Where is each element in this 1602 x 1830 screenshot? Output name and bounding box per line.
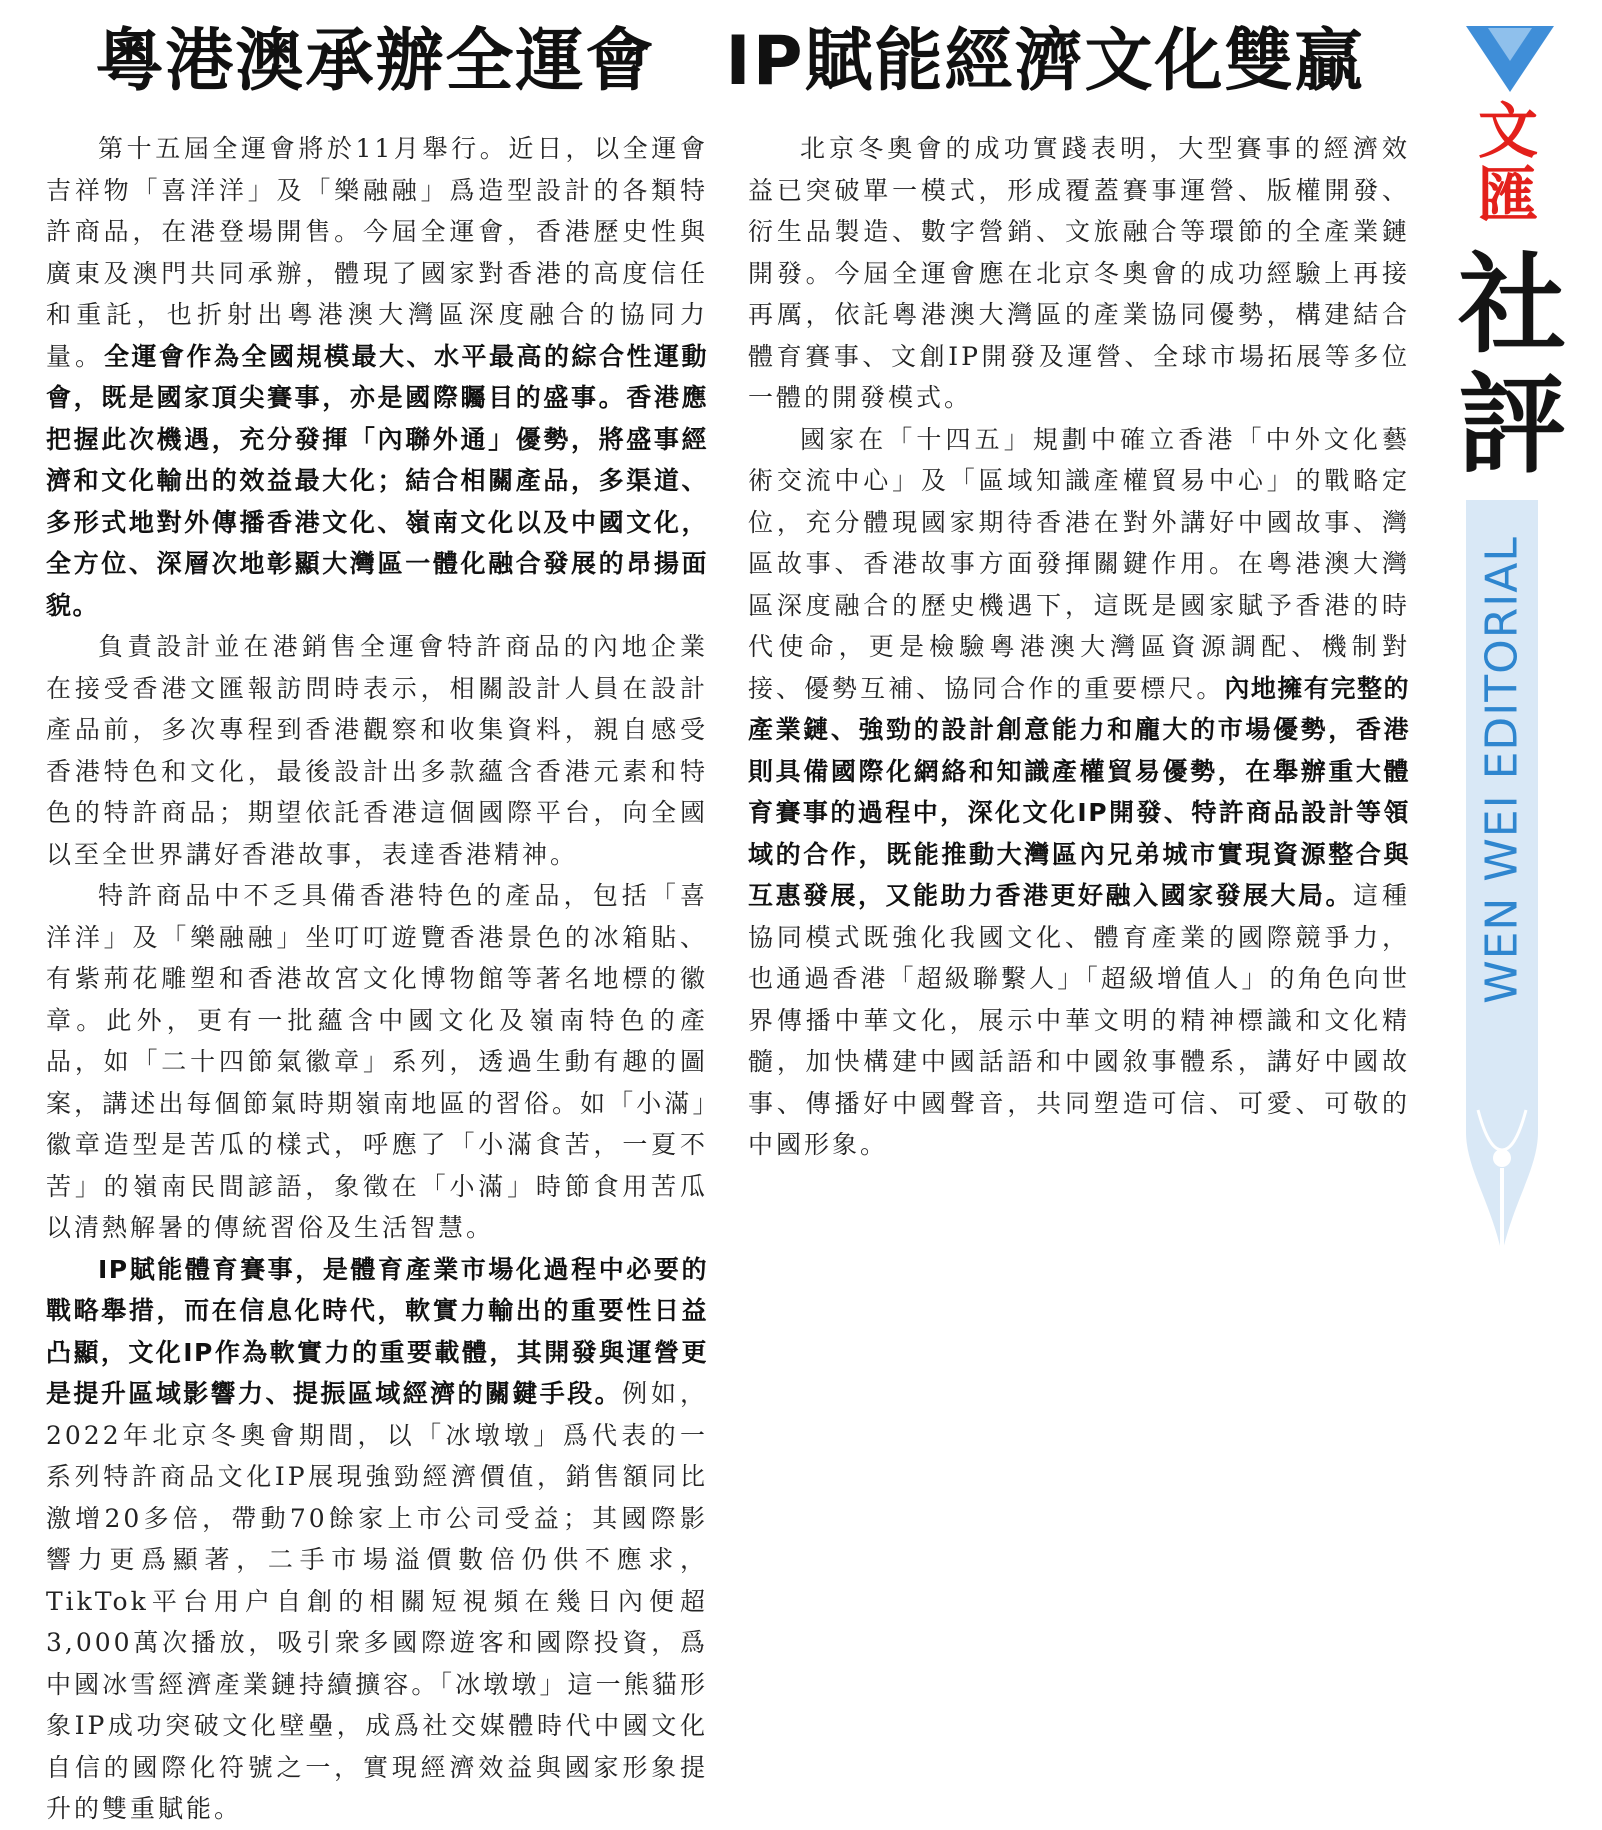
section-title-char-1: 社 — [1458, 242, 1567, 368]
paragraph-6 — [748, 419, 1410, 1166]
paragraph-4-bold-text: IP賦能體育賽事，是體育產業市場化過程中必要的戰略舉措，而在信息化時代，軟實力輸出的重要性日益凸顯，文化IP作為軟實力的重要載體，其開發與運營更是提升區域影響力、提振區域經濟的關鍵手段。 — [46, 1254, 708, 1408]
paragraph-1 — [46, 128, 708, 626]
paragraph-1-text: 第十五屆全運會將於11月舉行。近日，以全運會吉祥物「喜洋洋」及「樂融融」爲造型設計的各類特許商品，在港登場開售。今屆全運會，香港歷史性與廣東及澳門共同承辦，體現了國家對香港的高度信任和重託，也折射出粵港澳大灣區深度融合的協同力量。 — [46, 134, 708, 371]
paragraph-4 — [46, 1249, 708, 1830]
paragraph-1-bold-text: 全運會作為全國規模最大、水平最高的綜合性運動會，既是國家頂尖賽事，亦是國際矚目的盛事。香港應把握此次機遇，充分發揮「內聯外通」優勢，將盛事經濟和文化輸出的效益最大化；結合相關產品，多渠道、多形式地對外傳播香港文化、嶺南文化以及中國文化，全方位、深層次地彰顯大灣區一體化融合發展的昂揚面貌。 — [46, 341, 708, 620]
brand-logo-char-1: 文 — [1478, 97, 1538, 167]
section-title-char-2: 評 — [1458, 362, 1567, 488]
paragraph-6-tail-text: 這種協同模式既強化我國文化、體育產業的國際競爭力，也通過香港「超級聯繫人」「超級增值人」的角色向世界傳播中華文化，展示中華文明的精神標識和文化精髓，加快構建中國話語和中國敘事體系，講好中國故事、傳播好中國聲音，共同塑造可信、可愛、可敬的中國形象。 — [748, 881, 1410, 1159]
fountain-pen-nib-icon — [1464, 1040, 1540, 1260]
article-column-left — [46, 128, 708, 1823]
triangle-marker-inner-icon — [1488, 28, 1532, 61]
editorial-sidebar — [1458, 10, 1590, 1530]
paragraph-3: 特許商品中不乏具備香港特色的產品，包括「喜洋洋」及「樂融融」坐叮叮遊覽香港景色的冰箱貼、有紫荊花雕塑和香港故宮文化博物館等著名地標的徽章。此外，更有一批蘊含中國文化及嶺南特色的產品，如「二十四節氣徽章」系列，透過生動有趣的圖案，講述出每個節氣時期嶺南地區的習俗。如「小滿」徽章造型是苦瓜的樣式，呼應了「小滿食苦，一夏不苦」的嶺南民間諺語，象徵在「小滿」時節食用苦瓜以清熱解暑的傳統習俗及生活智慧。 — [46, 881, 708, 1242]
paragraph-2: 負責設計並在港銷售全運會特許商品的內地企業在接受香港文匯報訪問時表示，相關設計人員在設計產品前，多次專程到香港觀察和收集資料，親自感受香港特色和文化，最後設計出多款蘊含香港元素和特色的特許商品；期望依託香港這個國際平台，向全國以至全世界講好香港故事，表達香港精神。 — [46, 632, 708, 869]
paragraph-6-text: 國家在「十四五」規劃中確立香港「中外文化藝術交流中心」及「區域知識產權貿易中心」的戰略定位，充分體現國家期待香港在對外講好中國故事、灣區故事、香港故事方面發揮關鍵作用。在粵港澳大灣區深度融合的歷史機遇下，這既是國家賦予香港的時代使命，更是檢驗粵港澳大灣區資源調配、機制對接、優勢互補、協同合作的重要標尺。 — [748, 424, 1410, 703]
paragraph-6-bold-text: 內地擁有完整的產業鏈、強勁的設計創意能力和龐大的市場優勢，香港則具備國際化網絡和知識產權貿易優勢，在舉辦重大體育賽事的過程中，深化文化IP開發、特許商品設計等領域的合作，既能推動大灣區內兄弟城市實現資源整合與互惠發展，又能助力香港更好融入國家發展大局。 — [748, 673, 1410, 910]
editorial-ribbon-label: WEN WEI EDITORIAL — [1476, 536, 1528, 1004]
brand-logo-char-2: 匯 — [1478, 161, 1538, 231]
paragraph-5: 北京冬奧會的成功實踐表明，大型賽事的經濟效益已突破單一模式，形成覆蓋賽事運營、版權開發、衍生品製造、數字營銷、文旅融合等環節的全產業鏈開發。今屆全運會應在北京冬奧會的成功經驗上再接再厲，依託粵港澳大灣區的產業協同優勢，構建結合體育賽事、文創IP開發及運營、全球市場拓展等多位一體的開發模式。 — [748, 134, 1410, 412]
article-column-right — [748, 128, 1410, 1548]
paragraph-4-text: 例如，2022年北京冬奧會期間，以「冰墩墩」爲代表的一系列特許商品文化IP展現強勁經濟價值，銷售額同比激增20多倍，帶動70餘家上市公司受益；其國際影響力更爲顯著，二手市場溢價數倍仍供不應求，TikTok平台用户自創的相關短視頻在幾日內便超3,000萬次播放，吸引衆多國際遊客和國際投資，爲中國冰雪經濟產業鏈持續擴容。「冰墩墩」這一熊貓形象IP成功突破文化壁壘，成爲社交媒體時代中國文化自信的國際化符號之一，實現經濟效益與國家形象提升的雙重賦能。 — [46, 1379, 708, 1823]
headline: 粵港澳承辦全運會 IP賦能經濟文化雙贏 — [95, 22, 1365, 101]
